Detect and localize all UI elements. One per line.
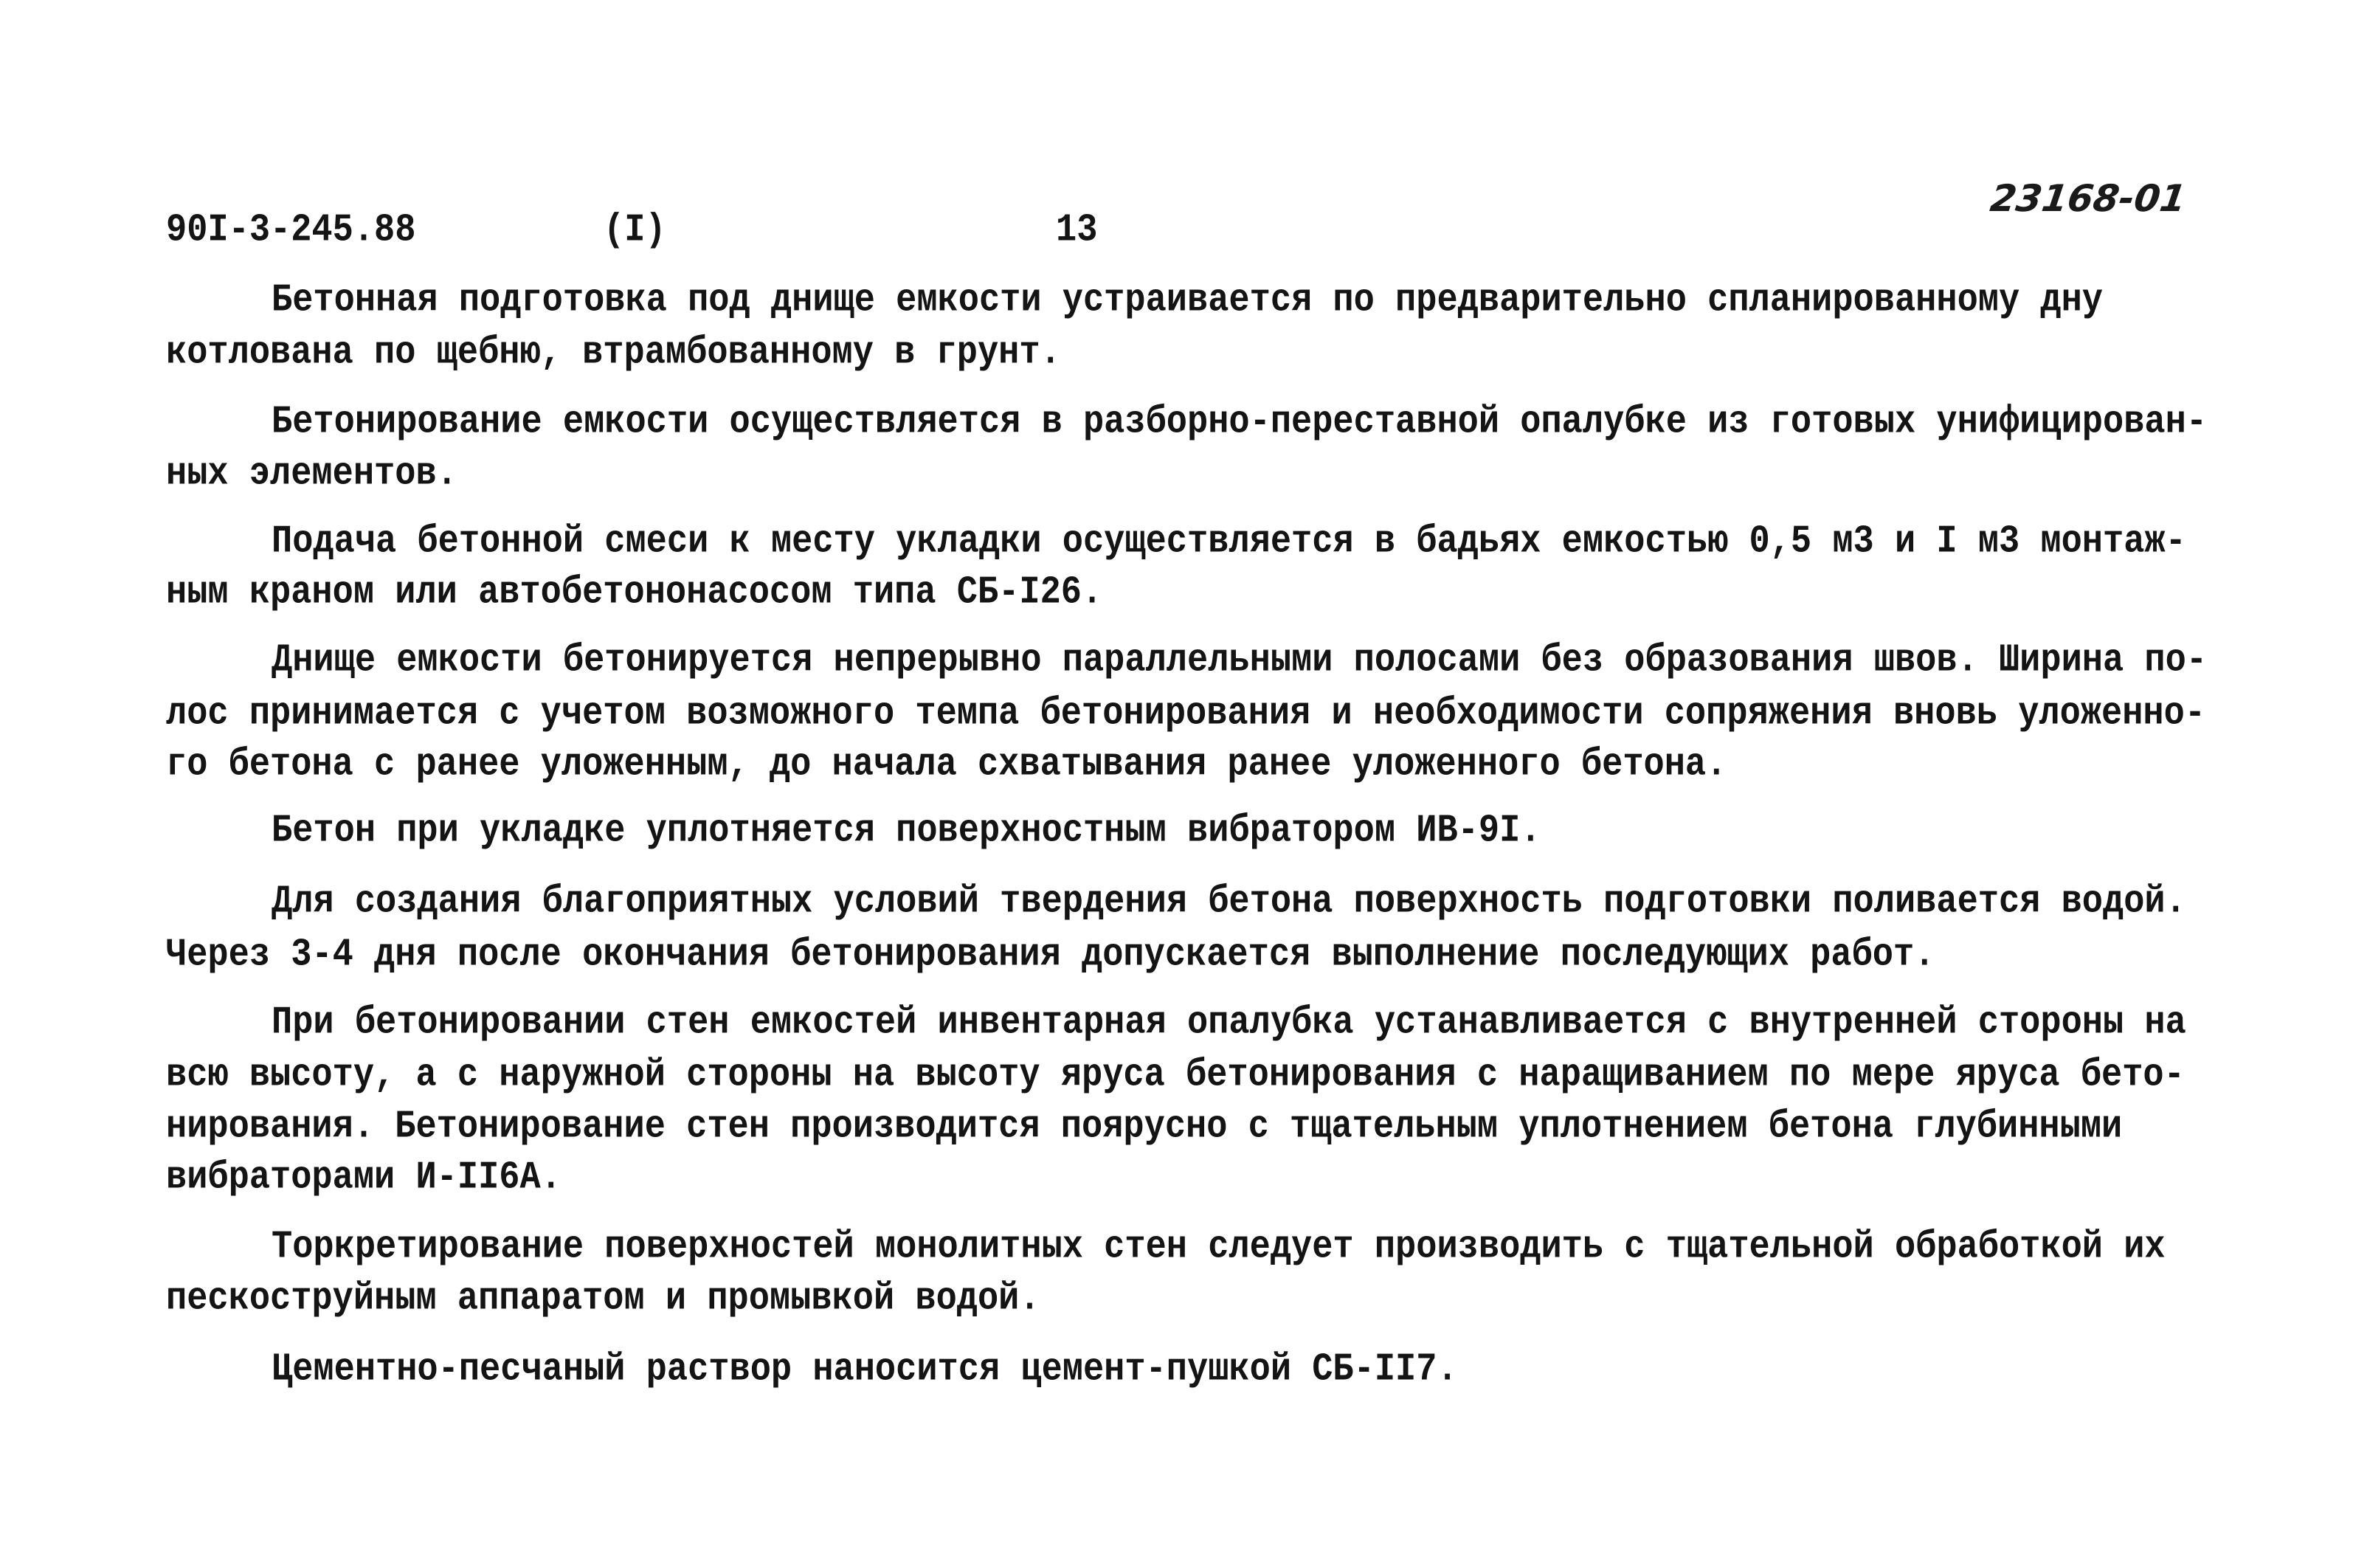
document-part: (I) bbox=[604, 208, 666, 253]
text-line: Цементно-песчаный раствор наносится цемент-пушкой СБ-II7. bbox=[272, 1347, 1458, 1392]
text-line: Для создания благоприятных условий твердения бетона поверхность подготовки поливается водой. bbox=[272, 880, 2186, 925]
page-number: 13 bbox=[1056, 208, 1098, 253]
text-line: нирования. Бетонирование стен производится поярусно с тщательным уплотнением бетона глубинными bbox=[166, 1105, 2123, 1150]
text-line: го бетона с ранее уложенным, до начала схватывания ранее уложенного бетона. bbox=[166, 742, 1727, 787]
text-line: ным краном или автобетононасосом типа СБ-I26. bbox=[166, 570, 1103, 615]
text-line: Через 3-4 дня после окончания бетонирования допускается выполнение последующих работ. bbox=[166, 933, 1935, 978]
text-line: всю высоту, а с наружной стороны на высоту яруса бетонирования с наращиванием по мере яруса бето- bbox=[166, 1053, 2185, 1098]
text-line: Бетон при укладке уплотняется поверхностным вибратором ИВ-9I. bbox=[272, 809, 1541, 854]
text-line: Бетонирование емкости осуществляется в разборно-переставной опалубке из готовых унифицирован- bbox=[272, 400, 2208, 445]
handwritten-inventory-number: 23168-01 bbox=[1987, 177, 2189, 220]
text-line: пескоструйным аппаратом и промывкой водой. bbox=[166, 1277, 1040, 1322]
text-line: Торкретирование поверхностей монолитных стен следует производить с тщательной обработкой их bbox=[272, 1225, 2166, 1270]
text-line: Подача бетонной смеси к месту укладки осуществляется в бадьях емкостью 0,5 м3 и I м3 монтаж- bbox=[272, 519, 2186, 564]
text-line: вибраторами И-II6А. bbox=[166, 1156, 562, 1201]
document-code: 90I-3-245.88 bbox=[166, 208, 416, 253]
text-line: Днище емкости бетонируется непрерывно параллельными полосами без образования швов. Ширина по- bbox=[272, 638, 2208, 683]
text-line: Бетонная подготовка под днище емкости устраивается по предварительно спланированному дну bbox=[272, 278, 2104, 323]
text-line: ных элементов. bbox=[166, 452, 457, 497]
text-line: котлована по щебню, втрамбованному в грунт. bbox=[166, 331, 1061, 376]
text-line: лос принимается с учетом возможного темпа бетонирования и необходимости сопряжения вновь уложенно- bbox=[166, 691, 2206, 736]
text-line: При бетонировании стен емкостей инвентарная опалубка устанавливается с внутренней стороны на bbox=[272, 1001, 2186, 1046]
